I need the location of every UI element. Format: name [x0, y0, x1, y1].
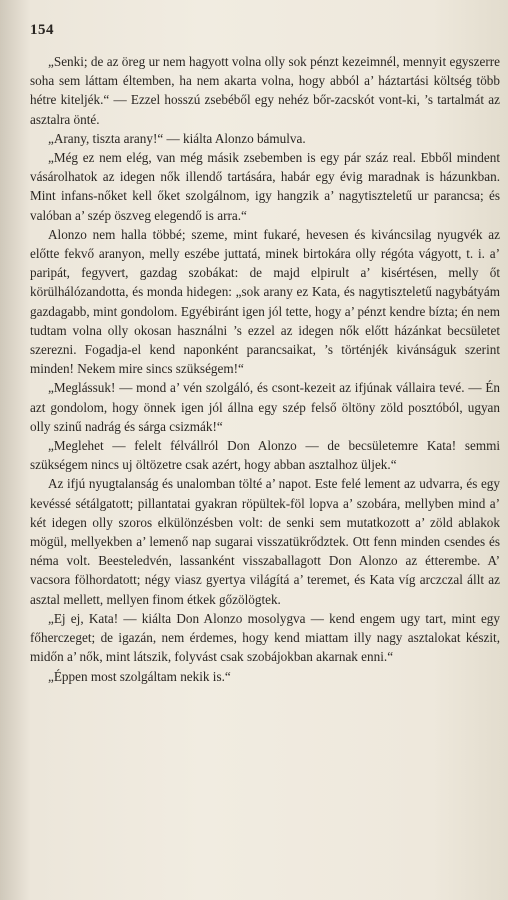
paragraph: „Arany, tiszta arany!“ — kiálta Alonzo bámulva.	[48, 130, 306, 146]
paragraph: „Éppen most szolgáltam nekik is.“	[48, 668, 231, 684]
paragraph: „Ej ej, Kata! — kiálta Don Alonzo mosolygva — kend engem ugy tart, mint egy főherczeget; de igazán, nem érdemes, hogy kend miattam illy nagy asztalokat készit, midőn a’ nők, mint látszik, folyvást csak szobájokban akarnak enni.“	[30, 610, 500, 665]
paragraph: „Még ez nem elég, van még másik zsebemben is egy pár száz real. Ebből mindent vásárolhatok az idegen nők illendő tartására, habár egy évig maradnak is házunkban. Mint infans-nőket kell őket szolgálnom, igy hangzik a’ nagytiszteletű ur parancsa; és valóban a’ szép öszveg elegendő is arra.“	[30, 150, 500, 223]
paragraph: „Meglássuk! — mond a’ vén szolgáló, és csont-kezeit az ifjúnak vállaira tevé. — Én azt gondolom, hogy önnek igen jól állna egy szép felső öltöny zöld posztóból, ugyan olly szinű nadrág és sárga csizmák!“	[30, 380, 500, 434]
paragraph: Az ifjú nyugtalanság és unalomban tölté a’ napot. Este felé lement az udvarra, és egy kevéssé sétálgatott; pillantatai gyakran röpültek-föl lopva a’ szobára, mellyben mind a’ két idegen olly szoros elkülönzésben volt: de senki sem mutatkozott a’ zöld ablakok mögül, mellyekben a’ lemenő nap sugarai visszatükrődztek. Ott fenn minden csendes és néma volt. Beesteledvén, lassanként visszaballagott Don Alonzo az étterembe. A’ vacsora fölhordatott; négy viasz gyertya világítá a’ teremet, és Kata víg arczczal állt az asztal mellett, mellyen finom étkek gőzölögtek.	[30, 476, 500, 607]
paragraph: Alonzo nem halla többé; szeme, mint fukaré, hevesen és kiváncsilag nyugvék az előtte fekvő aranyon, melly eszébe juttatá, minek birtokára olly régóta vágyott, t. i. a’ paripát, fegyvert, gazdag szobákat: de majd elpirult a’ kisértésen, melly őt körülhálózandotta, és monda hidegen: „sok arany ez Kata, és nagytiszteletű nagybátyám gazdagabb, mint gondolom. Egyébiránt igen jól tette, hogy a’ pénzt kendre bízta; én nem tudtam volna olly okosan használni ’s ezzel az idegen nők előtt házánkat becsületet szerezni. Fogadja-el kend naponként parancsaikat, ’s történjék kivánságuk szerint minden! Nekem mire sincs szükségem!“	[30, 226, 500, 377]
paragraph: „Meglehet — felelt félvállról Don Alonzo — de becsületemre Kata! semmi szükségem nincs uj öltözetre csak azért, hogy abban asztalhoz üljek.“	[30, 438, 500, 473]
page-number: 154	[30, 22, 54, 38]
body-text	[30, 52, 500, 686]
paragraph: „Senki; de az öreg ur nem hagyott volna olly sok pénzt kezeimnél, mennyit egyszerre soha sem láttam éltemben, ha nem akarta volna, hogy abból a’ háztartási költség több hétre kiteljék.“ — Ezzel hosszú zsebéből egy nehéz bőr-zacskót vont-ki, ’s tartalmát az asztalra önté.	[30, 54, 500, 127]
